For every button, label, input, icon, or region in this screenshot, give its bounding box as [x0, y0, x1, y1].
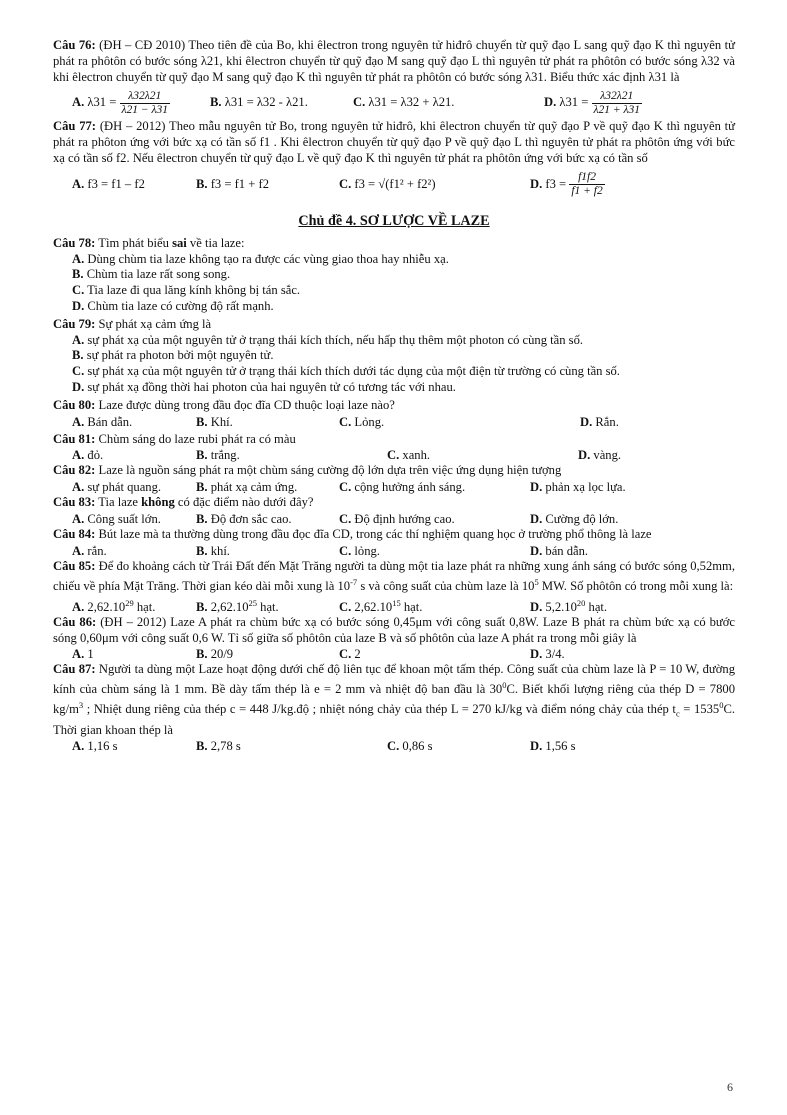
- answer-row: [72, 646, 735, 662]
- option-c: C. 0,86 s: [387, 739, 433, 754]
- option-b: B. 20/9: [196, 647, 234, 662]
- option-b: B. trắng.: [196, 448, 240, 463]
- question-87: Câu 87: Người ta dùng một Laze hoạt động dưới chế độ liên tục để khoan một tấm thép. Công suất của chùm laze là P = 10 W, đường kính của chùm sáng là 1 mm. Bề dày tấm thép là e = 2 mm và nhiệt độ ban đầu là $30^0C$. Biết khối lượng riêng của thép D = 7800 $kg/m^3$ ; Nhiệt dung riêng của thép c = 448 J/kg.độ ; nhiệt nóng chảy của thép L = 270 kJ/kg và điểm nóng chảy của thép $t_c = 1535^0C$. Thời gian khoan thép là: [53, 662, 735, 737]
- question-number: Câu 78:: [53, 235, 96, 250]
- option-b: B. 2,62.10$^{25}$ hạt.: [196, 597, 279, 614]
- option-c: C. Lỏng.: [339, 414, 385, 429]
- answer-row: [72, 479, 735, 495]
- question-79: [53, 317, 735, 333]
- option-d: D. phản xạ lọc lựa.: [530, 480, 626, 495]
- question-text: Người ta dùng một Laze hoạt động dưới chế độ liên tục để khoan một tấm thép. Công suất của chùm laze là P = 10 W, đường kính của chùm sáng là 1 mm. Bề dày tấm thép là e = 2 mm và nhiệt độ ban đầu là $30^0C$. Biết khối lượng riêng của thép D = 7800 $kg/m^3$ ; Nhiệt dung riêng của thép c = 448 J/kg.độ ; nhiệt nóng chảy của thép L = 270 kJ/kg và điểm nóng chảy của thép $t_c = 1535^0C$. Thời gian khoan thép là: [53, 662, 735, 737]
- answer-row: [72, 447, 735, 463]
- option-c: C. lỏng.: [339, 543, 380, 558]
- question-76: [53, 38, 735, 85]
- option-a: A. 1,16 s: [72, 739, 118, 754]
- question-number: Câu 79:: [53, 316, 96, 331]
- option-c: C. f3 = √(f1² + f2²): [339, 176, 436, 191]
- option-c: C. 2: [339, 647, 361, 662]
- question-text: Tìm phát biểu sai về tia laze:: [98, 235, 245, 250]
- question-77: [53, 119, 735, 166]
- option-d: D. 3/4.: [530, 647, 565, 662]
- answer-row: [72, 85, 735, 119]
- option-a: A. rắn.: [72, 543, 107, 558]
- option-a: A. sự phát quang.: [72, 480, 162, 495]
- question-82: Câu 82: Laze là nguồn sáng phát ra một chùm sáng cường độ lớn dựa trên việc ứng dụng hiện tượng: [53, 463, 562, 478]
- option-b: B. Khí.: [196, 414, 233, 429]
- question-84: Câu 84: Bút laze mà ta thường dùng trong đầu đọc đĩa CD, trong các thí nghiệm quang học ở trường phổ thông là laze: [53, 526, 652, 541]
- question-86: Câu 86: (ĐH – 2012) Laze A phát ra chùm bức xạ có bước sóng 0,45μm với công suất 0,8W. Laze B phát ra chùm bức xạ có bước sóng 0,60μm với công suất 0,6 W. Tỉ số giữa số phôtôn của laze B và số phôtôn của laze A phát ra trong mỗi giây là: [53, 614, 735, 645]
- option-c: C. cộng hưởng ánh sáng.: [339, 480, 466, 495]
- question-85: Câu 85: Để đo khoảng cách từ Trái Đất đến Mặt Trăng người ta dùng một tia laze phát ra những xung ánh sáng có bước sóng 0,52mm, chiếu về phía Mặt Trăng. Thời gian kéo dài mỗi xung là $10^{-7}$ s và công suất của chùm laze là $10^5$ MW. Số phôtôn có trong mỗi xung là:: [53, 558, 735, 593]
- option-d: D. 1,56 s: [530, 739, 576, 754]
- option-b: B. khí.: [196, 543, 230, 558]
- option-a: A. sự phát xạ của một nguyên tử ở trạng thái kích thích, nếu hấp thụ thêm một photon có cùng tần số.: [72, 332, 584, 347]
- question-78: [53, 236, 735, 252]
- option-d: D. vàng.: [578, 448, 622, 463]
- options-list: [72, 252, 735, 315]
- option-d: D. 5,2.10$^{20}$ hạt.: [530, 597, 608, 614]
- option-c: C. λ31 = λ32 + λ21.: [353, 95, 455, 110]
- option-d: D. bán dẫn.: [530, 543, 589, 558]
- option-c: C. 2,62.10$^{15}$ hạt.: [339, 597, 423, 614]
- page-number: 6: [727, 1080, 733, 1094]
- answer-row: [72, 511, 735, 527]
- option-a: A. f3 = f1 – f2: [72, 176, 145, 191]
- question-number: Câu 77:: [53, 119, 96, 134]
- option-d: D. sự phát xạ đồng thời hai photon của hai nguyên tử có tương tác với nhau.: [72, 379, 456, 394]
- option-c: C. xanh.: [387, 448, 431, 463]
- answer-row: [72, 595, 735, 615]
- question-83: Câu 83: Tia laze không có đặc điểm nào dưới đây?: [53, 495, 314, 510]
- question-text: (ĐH – CĐ 2010) Theo tiên đề của Bo, khi êlectron trong nguyên tử hiđrô chuyển từ quỹ đạo L sang quỹ đạo K thì nguyên tử phát ra phôtôn có bước sóng λ21, khi êlectron chuyển từ quỹ đạo M sang quỹ đạo L thì nguyên tử phát ra phôtôn có bước sóng λ32 và khi êlectron chuyển từ quỹ đạo M sang quỹ đạo K thì nguyên tử phát ra phôtôn có bước sóng λ31. Biểu thức xác định λ31 là: [53, 38, 735, 84]
- option-a: A. đỏ.: [72, 448, 104, 463]
- option-a: A. 1: [72, 647, 94, 662]
- option-d: D. f3 = $\frac{f1f2}{f1 + f2}$: [530, 171, 603, 198]
- fraction: $\frac{f1f2}{f1 + f2}$: [571, 171, 603, 198]
- option-c: C. sự phát xạ của một nguyên tử ở trạng thái kích thích dưới tác dụng của một điện từ trường có cùng tần số.: [72, 364, 620, 379]
- section-title: Chủ đề 4. SƠ LƯỢC VỀ LAZE: [298, 212, 490, 229]
- option-b: B. λ31 = λ32 - λ21.: [210, 95, 308, 110]
- option-d: D. Rắn.: [580, 414, 619, 429]
- answer-row: [72, 414, 735, 430]
- option-b: B. Chùm tia laze rất song song.: [72, 267, 231, 282]
- option-d: D. Cường độ lớn.: [530, 511, 619, 526]
- question-text: Sự phát xạ cảm ứng là: [98, 316, 212, 331]
- option-a: A. λ31 = $\frac{\lambda 32\lambda 21}{\lambda 21 - \lambda 31}$: [72, 90, 168, 116]
- option-b: B. 2,78 s: [196, 739, 241, 754]
- option-a: A. Bán dẫn.: [72, 414, 133, 429]
- option-a: A. Dùng chùm tia laze không tạo ra được các vùng giao thoa hay nhiễu xạ.: [72, 251, 449, 266]
- answer-row: [72, 167, 735, 201]
- document-page: [53, 38, 735, 754]
- question-text: (ĐH – 2012) Theo mẫu nguyên tử Bo, trong nguyên tử hiđrô, khi êlectron chuyển từ quỹ đạo P về quỹ đạo K thì nguyên tử phát ra phôton ứng với bức xạ có tần số f1 . Khi êlectron chuyển từ quỹ đạo P về quỹ đạo L thì nguyên tử phát ra phôtôn ứng với bức xạ có tần số f2. Nếu êlectron chuyển từ quỹ đạo L về quỹ đạo K thì nguyên tử phát ra phôtôn ứng với bức xạ có tần số: [53, 119, 735, 165]
- option-b: B. Độ đơn sắc cao.: [196, 511, 292, 526]
- options-list: [72, 333, 735, 396]
- question-text: Để đo khoảng cách từ Trái Đất đến Mặt Trăng người ta dùng một tia laze phát ra những xung ánh sáng có bước sóng 0,52mm, chiếu về phía Mặt Trăng. Thời gian kéo dài mỗi xung là $10^{-7}$ s và công suất của chùm laze là $10^5$ MW. Số phôtôn có trong mỗi xung là:: [53, 558, 735, 593]
- option-d: D. Chùm tia laze có cường độ rất mạnh.: [72, 298, 274, 313]
- option-c: C. Độ định hướng cao.: [339, 511, 455, 526]
- question-81: Câu 81: Chùm sáng do laze rubi phát ra có màu: [53, 431, 296, 446]
- option-b: B. sự phát ra photon bởi một nguyên tử.: [72, 348, 274, 363]
- option-b: B. phát xạ cảm ứng.: [196, 480, 298, 495]
- fraction: $\frac{\lambda 32\lambda 21}{\lambda 21 + \lambda 31}$: [593, 90, 640, 116]
- answer-row: [72, 738, 735, 754]
- option-d: D. λ31 = $\frac{\lambda 32\lambda 21}{\lambda 21 + \lambda 31}$: [544, 90, 640, 116]
- option-c: C. Tia laze đi qua lăng kính không bị tán sắc.: [72, 283, 301, 298]
- option-b: B. f3 = f1 + f2: [196, 176, 269, 191]
- option-a: A. Công suất lớn.: [72, 511, 161, 526]
- question-80: Câu 80: Laze được dùng trong đầu đọc đĩa CD thuộc loại laze nào?: [53, 397, 395, 412]
- fraction: $\frac{\lambda 32\lambda 21}{\lambda 21 - \lambda 31}$: [121, 90, 168, 116]
- option-a: A. 2,62.10$^{29}$ hạt.: [72, 597, 156, 614]
- answer-row: [72, 543, 735, 559]
- question-number: Câu 76:: [53, 38, 96, 52]
